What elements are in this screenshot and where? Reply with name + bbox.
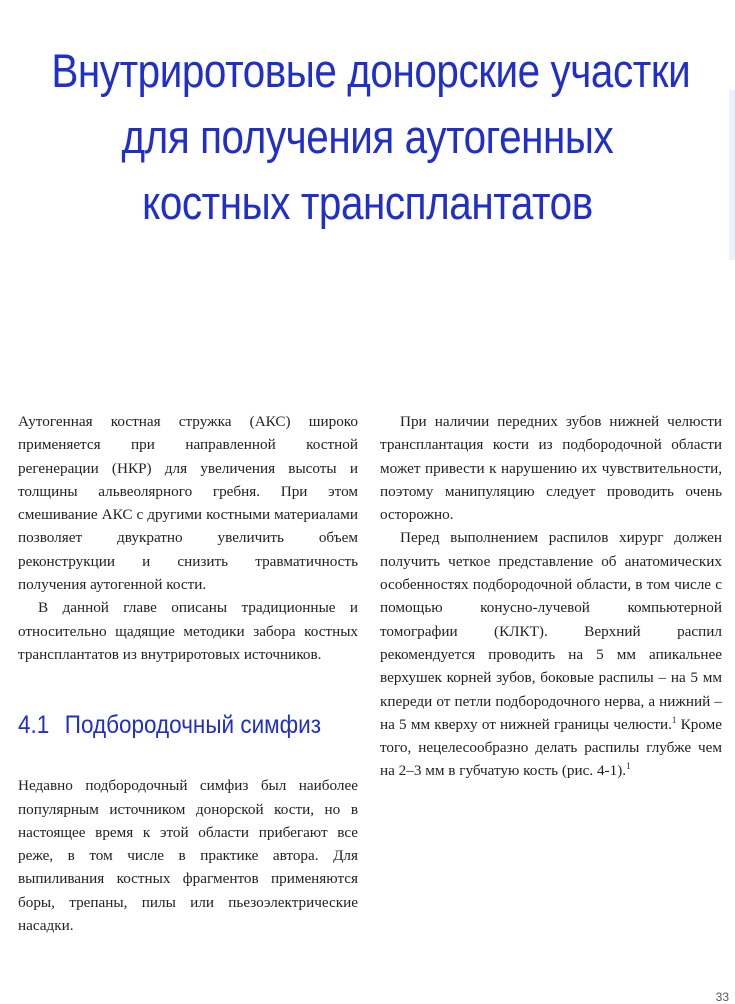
left-column (18, 410, 358, 937)
section-paragraph: Недавно подбородочный симфиз был наиболее популярным источником донорской кости, но в настоящее время к этой области прибегают все реже, в том числе в практике автора. Для выпиливания костных фрагментов применяются боры, трепаны, пилы или пьезоэлектрические насадки. (18, 777, 358, 935)
reference-superscript-2: 1 (626, 761, 631, 772)
chapter-overview-paragraph: В данной главе описаны традиционные и относительно щадящие методики забора костных трансплантатов из внутриротовых источников. (18, 599, 358, 663)
page-number: 33 (715, 990, 729, 1004)
page-edge-decoration (729, 90, 735, 260)
reference-superscript-1: 1 (671, 714, 677, 725)
right-column (380, 410, 722, 783)
chapter-title-line-1: Внутриротовые донорские участки (51, 44, 691, 97)
osteotomy-text-part-1: Перед выполнением распилов хирург должен получить четкое представление об анатомических особенностях подбородочной области, в том числе с помощью конусно-лучевой компьютерной томографии (КЛКТ). Верхний распил рекомендуется проводить на 5 мм апикальнее верхушек корней зубов, боковые распилы – на 5 мм кпереди от петли подбородочного нерва, а нижний – на 5 мм кверху от нижней границы челюсти. (380, 529, 722, 733)
section-number: 4.1 (18, 711, 50, 740)
section-title: Подбородочный симфиз (64, 711, 322, 740)
intro-paragraph: Аутогенная костная стружка (АКС) широко применяется при направленной костной регенерации (НКР) для увеличения высоты и толщины альвеолярного гребня. При этом смешивание АКС с другими костными материалами позволяет двукратно увеличить объем реконструкции и снизить травматичность получения аутогенной кости. (18, 413, 358, 594)
chapter-title (51, 38, 691, 236)
chapter-title-line-3: костных трансплантатов (142, 176, 593, 229)
section-heading (18, 710, 324, 740)
osteotomy-text-part-2: Кроме того, нецелесообразно делать распилы глубже чем на 2–3 мм в губчатую кость (рис. 4-1). (380, 715, 722, 780)
caution-paragraph: При наличии передних зубов нижней челюсти трансплантация кости из подбородочной области может привести к нарушению их чувствительности, поэтому манипуляцию следует проводить очень осторожно. (380, 413, 722, 524)
osteotomy-paragraph (380, 526, 722, 782)
chapter-title-line-2: для получения аутогенных (121, 110, 614, 163)
